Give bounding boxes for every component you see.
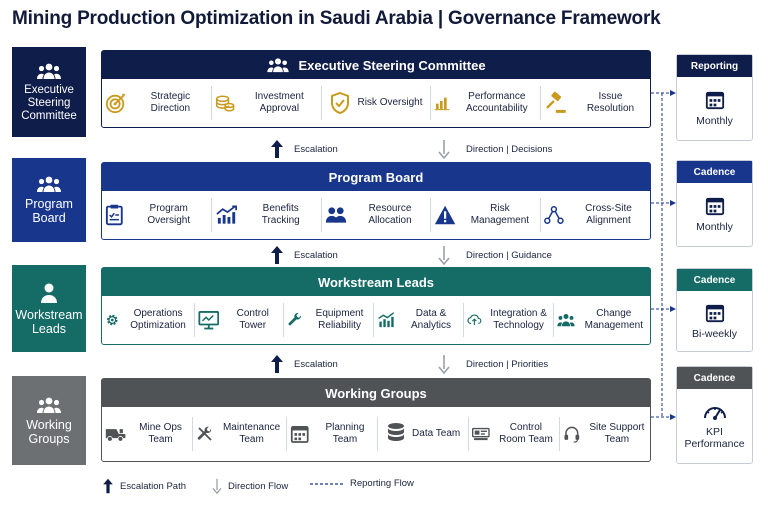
gavel-icon (544, 91, 568, 115)
item-label: Performance Accountability (465, 91, 528, 114)
direction-label: Direction | Guidance (466, 250, 552, 261)
escalation-label: Escalation (294, 359, 338, 370)
item-label: Control Tower (236, 308, 269, 331)
cloud-icon (467, 309, 482, 331)
item-label: Cross-Site Alignment (585, 203, 632, 226)
tier-executive-steering-committee (101, 50, 651, 128)
item-label: Integration & Technology (490, 308, 547, 331)
group-icon (557, 310, 575, 330)
arrow-up-icon (270, 139, 284, 159)
responsibility-item (377, 417, 468, 451)
item-label: Planning Team (325, 422, 365, 445)
item-label: Maintenance Team (222, 422, 281, 445)
item-label: Program Oversight (147, 203, 191, 226)
tier-header (102, 379, 650, 407)
arrow-up-icon (102, 478, 114, 494)
responsibility-item (321, 86, 431, 120)
legend-label: Escalation Path (120, 480, 187, 492)
calendar-icon (705, 303, 725, 323)
arrow-down-icon (438, 245, 450, 265)
trend-chart-icon (215, 204, 238, 226)
tier-title: Program Board (328, 169, 424, 185)
network-icon (544, 204, 564, 226)
legend-label: Direction Flow (228, 480, 289, 492)
truck-icon (105, 424, 126, 444)
responsibility-item (540, 198, 650, 232)
arrow-up-icon (270, 354, 284, 374)
responsibility-item (321, 198, 431, 232)
target-icon (105, 91, 127, 115)
cadence-header: Cadence (677, 161, 752, 183)
tier-program-board (101, 162, 651, 240)
gear-icon (105, 308, 120, 332)
item-label: Strategic Direction (150, 91, 191, 114)
tier-header (102, 163, 650, 191)
responsibility-item (553, 303, 650, 337)
clipboard-icon (105, 203, 124, 227)
calendar-icon (705, 90, 725, 110)
responsibility-item (102, 303, 194, 337)
item-label: Data & Analytics (411, 308, 452, 331)
item-label: Mine Ops Team (139, 422, 182, 445)
shield-check-icon (329, 91, 351, 115)
legend-escalation (102, 478, 186, 494)
page-title: Mining Production Optimization in Saudi Arabia | Governance Framework (12, 8, 661, 29)
tier-title: Executive Steering Committee (298, 57, 486, 73)
item-label: Investment Approval (254, 91, 304, 114)
legend-direction (212, 478, 288, 494)
sidebar-program-board (12, 158, 86, 242)
tier-header (102, 268, 650, 296)
tier-title: Working Groups (325, 385, 427, 401)
escalation-label: Escalation (294, 250, 338, 261)
cadence-value: Monthly (696, 115, 733, 127)
coins-icon (215, 91, 235, 115)
flow-connector (270, 139, 590, 161)
legend-reporting (310, 478, 414, 489)
item-label: Change Management (584, 308, 643, 331)
responsibility-item (211, 198, 321, 232)
responsibility-item (286, 417, 377, 451)
cadence-card (676, 160, 753, 247)
cadence-value: Monthly (696, 221, 733, 233)
calendar-icon (290, 423, 309, 445)
tier-title: Workstream Leads (317, 274, 435, 290)
tools-icon (196, 422, 214, 446)
people-icon (36, 175, 62, 193)
sidebar-label: Workstream Leads (15, 307, 83, 336)
warning-icon (434, 204, 456, 226)
cadence-card (676, 268, 753, 352)
responsibility-item (463, 303, 553, 337)
cadence-value: Bi-weekly (692, 327, 737, 340)
bar-chart-icon (434, 92, 450, 114)
responsibility-item (559, 417, 650, 451)
item-label: Site Support Team (589, 422, 645, 445)
item-label: Operations Optimization (130, 308, 186, 331)
responsibility-item (102, 417, 192, 451)
tier-working-groups (101, 378, 651, 462)
item-label: Risk Oversight (357, 97, 423, 108)
responsibility-item (373, 303, 463, 337)
cadence-card (676, 366, 753, 464)
people-icon (266, 57, 290, 73)
flow-connector (270, 245, 590, 267)
responsibility-item (211, 86, 321, 120)
responsibility-item (468, 417, 559, 451)
people-icon (36, 62, 62, 80)
calendar-icon (705, 196, 725, 216)
person-icon (39, 282, 59, 304)
item-label: Risk Management (470, 203, 530, 226)
arrow-down-icon (438, 139, 450, 159)
gauge-icon (703, 403, 727, 421)
item-label: Benefits Tracking (261, 203, 300, 226)
sidebar-working-groups (12, 376, 86, 465)
item-label: Resource Allocation (368, 203, 412, 226)
escalation-label: Escalation (294, 144, 338, 155)
dashed-line-icon (310, 481, 344, 487)
people-icon (325, 205, 347, 225)
responsibility-item (192, 417, 286, 451)
item-label: Data Team (412, 428, 461, 439)
sidebar-label: Executive Steering Committee (21, 83, 77, 122)
responsibility-item (283, 303, 373, 337)
item-label: Issue Resolution (586, 91, 635, 114)
responsibility-item (540, 86, 650, 120)
sidebar-label: Program Board (25, 197, 73, 225)
wrench-icon (287, 308, 303, 332)
legend (102, 478, 502, 500)
headset-icon (563, 422, 581, 446)
monitor-icon (198, 309, 220, 331)
cadence-header: Cadence (677, 269, 752, 291)
responsibility-item (194, 303, 284, 337)
sidebar-workstream-leads (12, 265, 86, 352)
analytics-icon (377, 309, 396, 331)
people-icon (36, 396, 62, 414)
sidebar-label: Working Groups (26, 417, 72, 446)
cadence-header: Cadence (677, 367, 752, 389)
control-room-icon (472, 424, 490, 444)
responsibility-item (430, 86, 540, 120)
responsibility-item (102, 86, 211, 120)
arrow-up-icon (270, 245, 284, 265)
database-icon (386, 422, 406, 446)
arrow-down-icon (212, 478, 222, 494)
cadence-header: Reporting (677, 55, 752, 77)
responsibility-item (102, 198, 211, 232)
responsibility-item (430, 198, 540, 232)
item-label: Control Room Team (499, 422, 553, 445)
sidebar-executive-steering-committee (12, 47, 86, 137)
legend-label: Reporting Flow (350, 478, 414, 489)
cadence-value: KPI Performance (684, 425, 745, 450)
cadence-card (676, 54, 753, 141)
direction-label: Direction | Priorities (466, 359, 549, 370)
arrow-down-icon (438, 354, 450, 374)
item-label: Equipment Reliability (315, 308, 364, 331)
tier-workstream-leads (101, 267, 651, 345)
flow-connector (270, 354, 590, 376)
tier-header (102, 51, 650, 79)
direction-label: Direction | Decisions (466, 144, 553, 155)
